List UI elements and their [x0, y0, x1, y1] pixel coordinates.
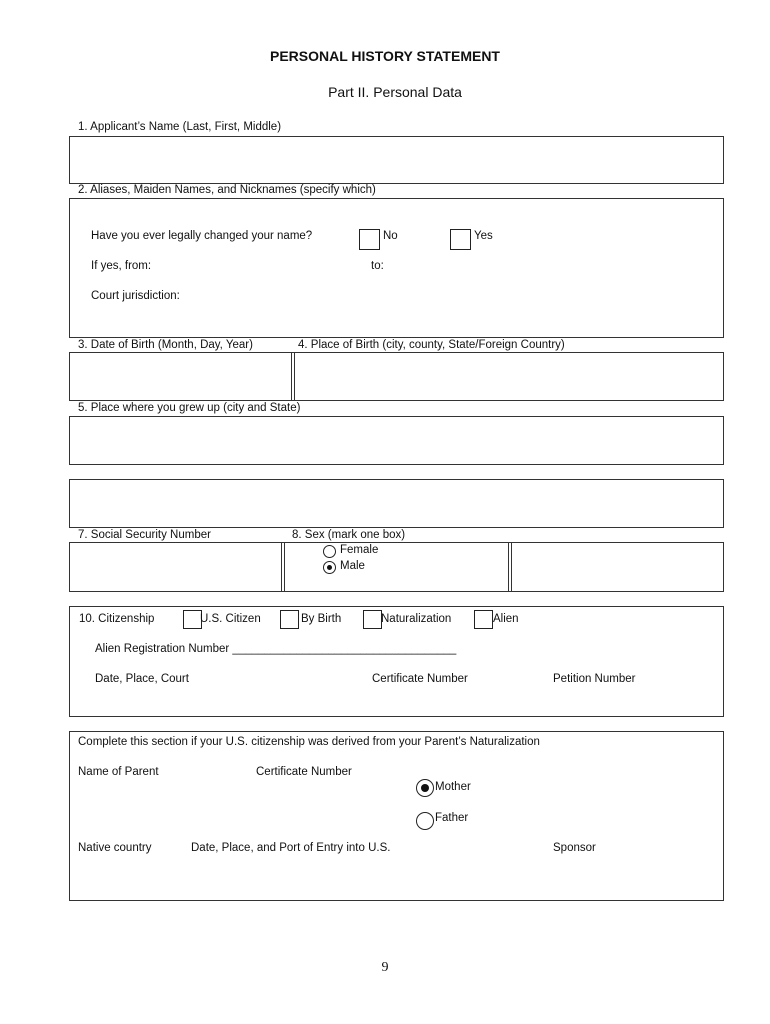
- name-change-question: Have you ever legally changed your name?: [91, 230, 313, 242]
- female-label: Female: [340, 544, 379, 556]
- name-of-parent-label: Name of Parent: [78, 766, 159, 778]
- parent-section-intro: Complete this section if your U.S. citizenship was derived from your Parent’s Naturalization: [78, 736, 540, 748]
- petition-number-label: Petition Number: [553, 673, 636, 685]
- court-jurisdiction-label: Court jurisdiction:: [91, 290, 180, 302]
- page-title: PERSONAL HISTORY STATEMENT: [270, 48, 500, 64]
- place-of-birth-label: 4. Place of Birth (city, county, State/Foreign Country): [298, 339, 565, 351]
- ssn-field[interactable]: [70, 543, 281, 591]
- date-of-birth-field[interactable]: [70, 353, 292, 400]
- father-radio[interactable]: [416, 812, 434, 830]
- aliases-label: 2. Aliases, Maiden Names, and Nicknames (specify which): [78, 184, 376, 196]
- sponsor-label: Sponsor: [553, 842, 596, 854]
- sex-divider-2: [511, 543, 512, 591]
- name-change-no-checkbox[interactable]: [359, 229, 380, 250]
- naturalization-label: Naturalization: [381, 613, 452, 625]
- male-radio[interactable]: [323, 561, 336, 574]
- by-birth-label: By Birth: [301, 613, 342, 625]
- applicant-name-field[interactable]: [69, 136, 724, 184]
- place-of-birth-field[interactable]: [296, 353, 723, 400]
- birth-row-divider-2: [294, 353, 295, 400]
- blank-field[interactable]: [69, 479, 724, 528]
- alien-registration-label: Alien Registration Number ___________________________________: [95, 643, 457, 655]
- mother-label: Mother: [435, 781, 471, 793]
- ssn-sex-row: [69, 542, 724, 592]
- grew-up-label: 5. Place where you grew up (city and State): [78, 402, 301, 414]
- page-subtitle: Part II. Personal Data: [328, 84, 462, 100]
- page-number: 9: [381, 960, 389, 975]
- birth-row: [69, 352, 724, 401]
- native-country-label: Native country: [78, 842, 152, 854]
- name-change-yes-label: Yes: [474, 230, 493, 242]
- birth-row-divider: [291, 353, 292, 400]
- if-yes-from-label: If yes, from:: [91, 260, 152, 272]
- mother-radio[interactable]: [416, 779, 434, 797]
- grew-up-field[interactable]: [69, 416, 724, 465]
- name-change-yes-checkbox[interactable]: [450, 229, 471, 250]
- name-change-no-label: No: [383, 230, 398, 242]
- ssn-divider: [281, 543, 282, 591]
- certificate-number-label: Certificate Number: [372, 673, 468, 685]
- alien-checkbox[interactable]: [474, 610, 493, 629]
- date-of-birth-label: 3. Date of Birth (Month, Day, Year): [78, 339, 253, 351]
- us-citizen-label: U.S. Citizen: [200, 613, 261, 625]
- ssn-label: 7. Social Security Number: [78, 529, 211, 541]
- citizenship-label: 10. Citizenship: [79, 613, 155, 625]
- by-birth-checkbox[interactable]: [280, 610, 299, 629]
- alien-label: Alien: [493, 613, 519, 625]
- date-place-port-label: Date, Place, and Port of Entry into U.S.: [191, 842, 391, 854]
- female-radio[interactable]: [323, 545, 336, 558]
- date-place-court-label: Date, Place, Court: [95, 673, 189, 685]
- ssn-divider-2: [284, 543, 285, 591]
- parent-certificate-number-label: Certificate Number: [256, 766, 352, 778]
- parent-naturalization-section: [69, 731, 724, 901]
- applicant-name-label: 1. Applicant’s Name (Last, First, Middle): [78, 121, 282, 133]
- sex-divider: [508, 543, 509, 591]
- aliases-section: [69, 198, 724, 338]
- citizenship-section: [69, 606, 724, 717]
- to-label: to:: [371, 260, 384, 272]
- sex-label: 8. Sex (mark one box): [292, 529, 406, 541]
- naturalization-checkbox[interactable]: [363, 610, 382, 629]
- male-label: Male: [340, 560, 365, 572]
- father-label: Father: [435, 812, 469, 824]
